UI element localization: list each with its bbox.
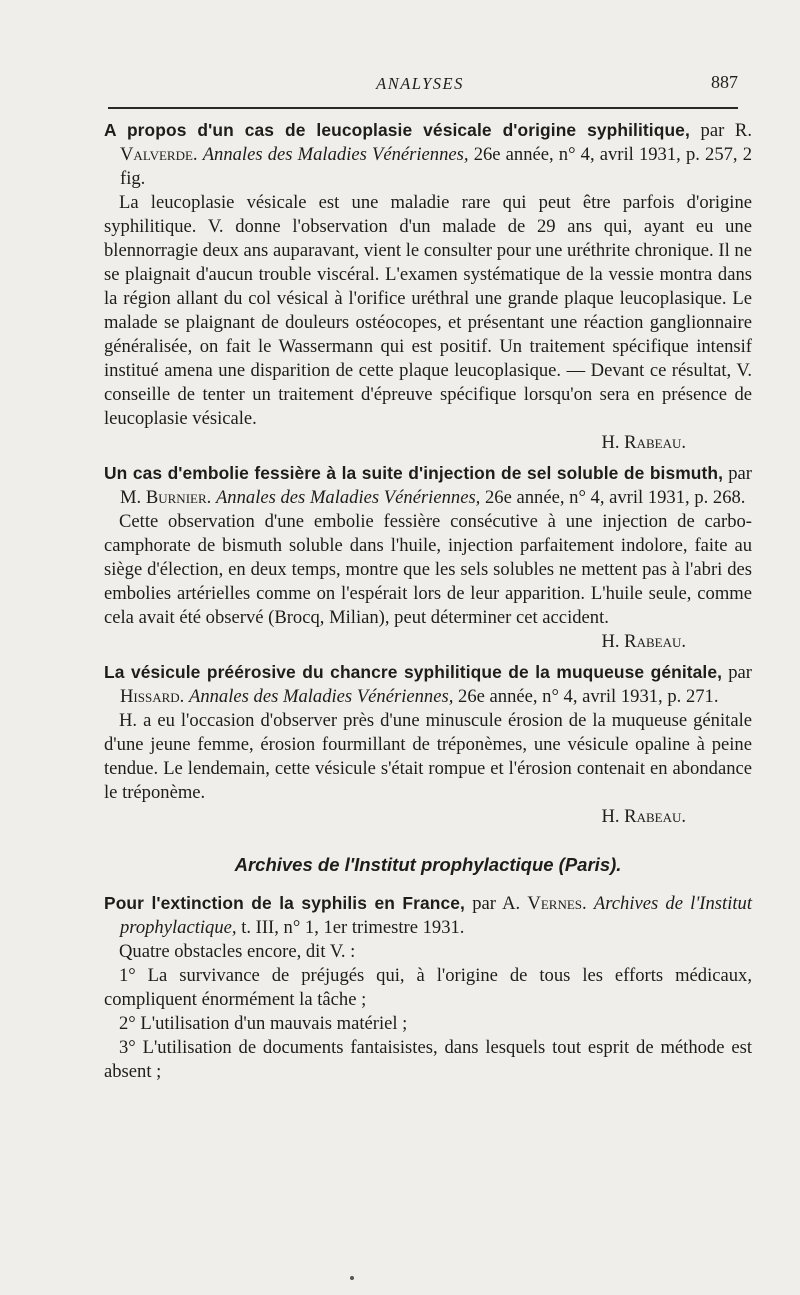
running-title: ANALYSES — [376, 74, 464, 93]
page-content — [104, 118, 752, 1084]
article-author: Vernes. — [527, 893, 587, 914]
article-journal: Archives de l'Institut prophylactique, — [120, 893, 752, 938]
article-body — [104, 191, 752, 431]
article-author: Burnier. — [145, 487, 212, 508]
article-signature: H. Rabeau. — [601, 631, 686, 652]
article-body — [104, 940, 752, 1084]
article-4 — [104, 891, 752, 1084]
article-intro: Quatre obstacles encore, dit V. : — [119, 941, 356, 962]
article-title: A propos d'un cas de leucoplasie vésicale d'origine syphilitique, — [104, 120, 690, 140]
article-journal: Annales des Maladies Vénériennes, — [215, 487, 481, 508]
section-title: Archives de l'Institut prophylactique (Paris). — [234, 854, 622, 875]
article-by: par A. — [472, 893, 521, 914]
article-signature: H. Rabeau. — [601, 806, 686, 827]
article-paragraph: La leucoplasie vésicale est une maladie rare qui peut être parfois d'origine syphilitique. V. donne l'observation d'un malade de 29 ans qui, ayant eu une blennorragie deux ans auparavant, vient le consulter pour une uréthrite chronique. Il ne se plaignait d'aucun trouble viscéral. L'examen systématique de la vessie montra dans la région allant du col vésical à l'orifice uréthral une grande plaque leucoplasique. Le malade se plaignant de douleurs ostéocopes, et présentant une réaction ganglionnaire généralisée, on fait le Wassermann qui est positif. Un traitement spécifique intensif institué amena une disparition de cette plaque leucoplasique. — Devant ce résultat, V. conseille de tenter un traitement d'épreuve spécifique lorsqu'on sera en présence de leucoplasie vésicale. — [104, 192, 752, 429]
article-by: par M. — [120, 463, 752, 508]
article-citation: t. III, n° 1, 1er trimestre 1931. — [241, 917, 465, 938]
article-body — [104, 510, 752, 630]
article-citation: 26e année, n° 4, avril 1931, p. 268. — [485, 487, 746, 508]
article-title: Pour l'extinction de la syphilis en France, — [104, 893, 465, 913]
article-author: Valverde. — [120, 144, 198, 165]
list-item: 2° L'utilisation d'un mauvais matériel ; — [119, 1013, 408, 1034]
article-by: par — [728, 662, 752, 683]
article-paragraph: H. a eu l'occasion d'observer près d'une minuscule érosion de la muqueuse génitale d'une jeune femme, érosion fourmillant de tréponèmes, une vésicule opaline à peine tendue. Le lendemain, cette vésicule s'était rompue et l'érosion contenait en abondance le tréponème. — [104, 710, 752, 803]
list-item: 1° La survivance de préjugés qui, à l'origine de tous les efforts médicaux, compliquent énormément la tâche ; — [104, 965, 752, 1010]
page-number: 887 — [711, 72, 738, 92]
article-1 — [104, 118, 752, 455]
article-journal: Annales des Maladies Vénériennes, — [188, 686, 454, 707]
page-header — [102, 72, 738, 98]
article-author: Hissard. — [120, 686, 185, 707]
article-heading — [104, 118, 752, 191]
article-heading — [104, 461, 752, 510]
header-rule — [108, 107, 738, 109]
article-signature: H. Rabeau. — [601, 432, 686, 453]
article-3 — [104, 660, 752, 829]
article-2 — [104, 461, 752, 654]
article-citation: 26e année, n° 4, avril 1931, p. 257, 2 fig. — [120, 144, 752, 189]
article-body — [104, 709, 752, 805]
article-heading — [104, 660, 752, 709]
article-title: Un cas d'embolie fessière à la suite d'injection de sel soluble de bismuth, — [104, 463, 724, 483]
article-heading — [104, 891, 752, 940]
list-item: 3° L'utilisation de documents fantaisistes, dans lesquels tout esprit de méthode est absent ; — [104, 1037, 752, 1082]
ink-speck — [350, 1276, 354, 1280]
article-by: par R. — [700, 120, 752, 141]
article-citation: 26e année, n° 4, avril 1931, p. 271. — [458, 686, 719, 707]
article-paragraph: Cette observation d'une embolie fessière consécutive à une injection de carbo-camphorate de bismuth soluble dans l'huile, injection parfaitement indolore, faite au siège d'élection, en deux temps, montre que les sels solubles ne mettent pas à l'abri des embolies artérielles comme on l'espérait lors de leur apparition. L'huile seule, comme cela avait été observé (Brocq, Milian), peut déterminer cet accident. — [104, 511, 752, 628]
article-journal: Annales des Maladies Vénériennes, — [202, 144, 469, 165]
article-title: La vésicule préérosive du chancre syphilitique de la muqueuse génitale, — [104, 662, 723, 682]
